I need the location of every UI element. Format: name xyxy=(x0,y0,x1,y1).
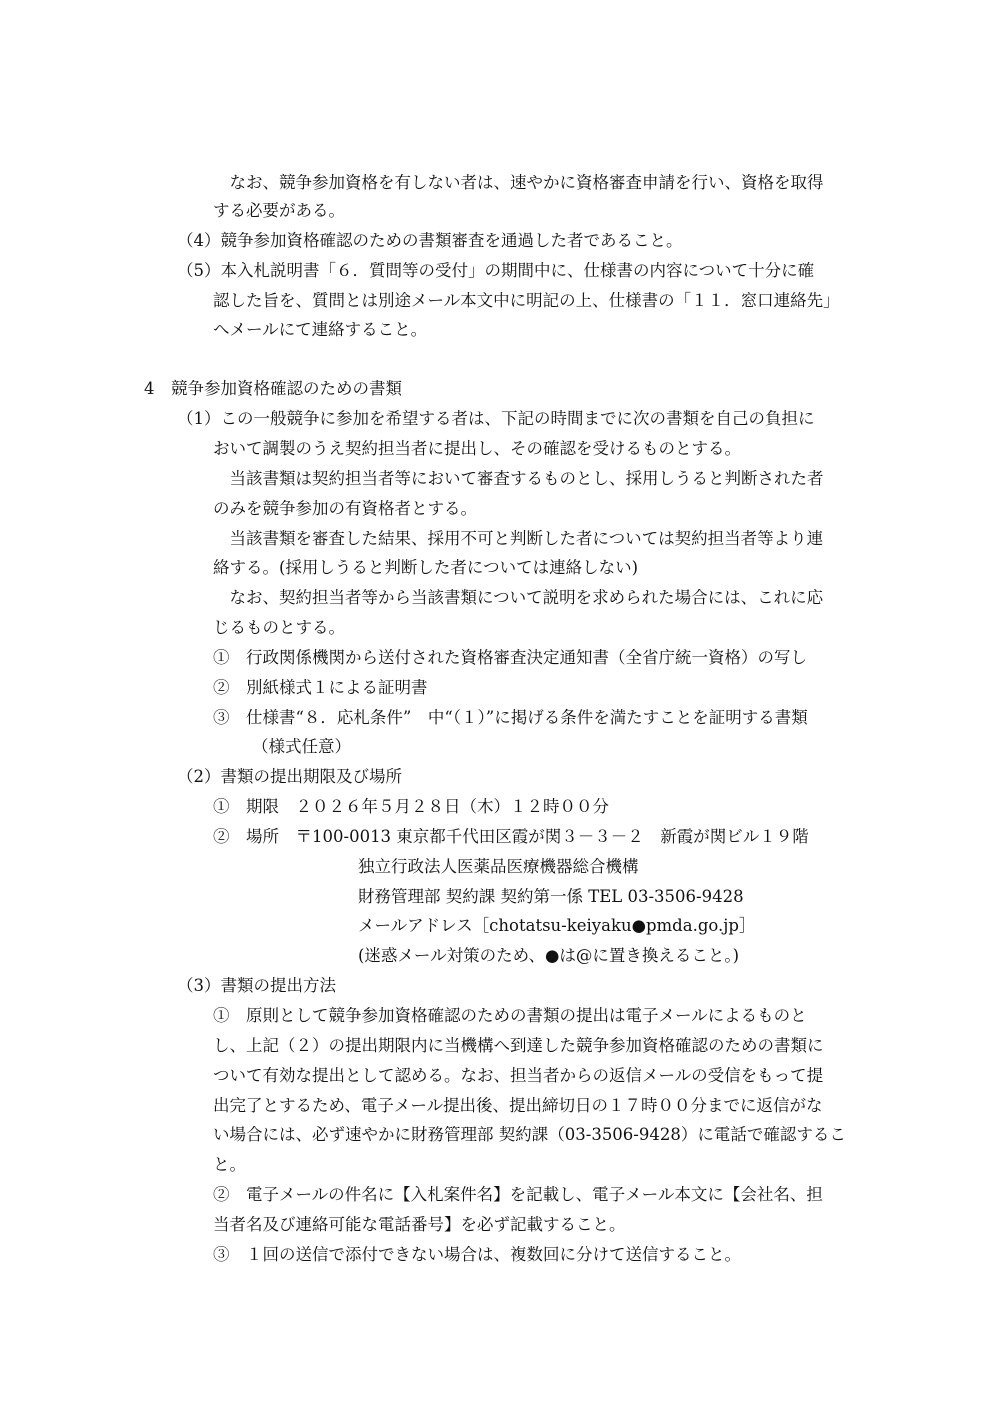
list-item-4: （4）競争参加資格確認のための書類審査を通過した者であること。 xyxy=(177,231,683,250)
text-line: のみを競争参加の有資格者とする。 xyxy=(213,499,477,518)
method-item-1: ① 原則として競争参加資格確認のための書類の提出は電子メールによるものと xyxy=(213,1006,807,1025)
email-address: メールアドレス［chotatsu-keiyaku●pmda.go.jp］ xyxy=(358,916,756,935)
list-item-5: （5）本入札説明書「６．質問等の受付」の期間中に、仕様書の内容について十分に確 xyxy=(177,261,815,280)
text-line: い場合には、必ず速やかに財務管理部 契約課（03-3506-9428）に電話で確認するこ xyxy=(213,1125,846,1144)
text-line: なお、契約担当者等から当該書類について説明を求められた場合には、これに応 xyxy=(213,588,824,607)
deadline-line: ① 期限 ２０２６年５月２８日（木）１２時００分 xyxy=(213,797,609,816)
text-line: する必要がある。 xyxy=(213,201,345,220)
method-item-3: ③ １回の送信で添付できない場合は、複数回に分けて送信すること。 xyxy=(213,1245,741,1264)
text-line: じるものとする。 xyxy=(213,618,345,637)
list-item-3: （3）書類の提出方法 xyxy=(177,976,336,995)
text-line: ついて有効な提出として認める。なお、担当者からの返信メールの受信をもって提 xyxy=(213,1066,824,1085)
document-item-3: ③ 仕様書“８．応札条件” 中“（１）”に掲げる条件を満たすことを証明する書類 xyxy=(213,708,808,727)
text-line: 絡する。(採用しうると判断した者については連絡しない) xyxy=(213,558,639,577)
text-line: 出完了とするため、電子メール提出後、提出締切日の１７時００分までに返信がな xyxy=(213,1096,823,1115)
method-item-2: ② 電子メールの件名に【入札案件名】を記載し、電子メール本文に【会社名、担 xyxy=(213,1185,823,1204)
department-phone: 財務管理部 契約課 契約第一係 TEL 03-3506-9428 xyxy=(358,887,744,906)
organization-name: 独立行政法人医薬品医療機器総合機構 xyxy=(358,857,639,876)
document-item-2: ② 別紙様式１による証明書 xyxy=(213,678,428,697)
document-item-1: ① 行政関係機関から送付された資格審査決定通知書（全省庁統一資格）の写し xyxy=(213,648,807,667)
text-line: へメールにて連絡すること。 xyxy=(213,320,428,339)
list-item-1: （1）この一般競争に参加を希望する者は、下記の時間までに次の書類を自己の負担に xyxy=(177,409,815,428)
text-line: （様式任意） xyxy=(252,737,351,756)
text-line: 当該書類を審査した結果、採用不可と判断した者については契約担当者等より連 xyxy=(213,529,824,548)
text-line: 当該書類は契約担当者等において審査するものとし、採用しうると判断された者 xyxy=(213,469,824,488)
section-heading: 4 競争参加資格確認のための書類 xyxy=(144,379,402,398)
text-line: 認した旨を、質問とは別途メール本文中に明記の上、仕様書の「１１．窓口連絡先」 xyxy=(213,291,840,310)
text-line: と。 xyxy=(213,1155,246,1174)
text-line: 当者名及び連絡可能な電話番号】を必ず記載すること。 xyxy=(213,1215,626,1234)
spam-note: (迷惑メール対策のため、●は@に置き換えること。) xyxy=(358,946,740,965)
text-line: なお、競争参加資格を有しない者は、速やかに資格審査申請を行い、資格を取得 xyxy=(213,173,824,192)
text-line: おいて調製のうえ契約担当者に提出し、その確認を受けるものとする。 xyxy=(213,439,741,458)
list-item-2: （2）書類の提出期限及び場所 xyxy=(177,767,402,786)
text-line: し、上記（２）の提出期限内に当機構へ到達した競争参加資格確認のための書類に xyxy=(213,1036,824,1055)
place-line: ② 場所 〒100-0013 東京都千代田区霞が関３－３－２ 新霞が関ビル１９階 xyxy=(213,827,809,846)
